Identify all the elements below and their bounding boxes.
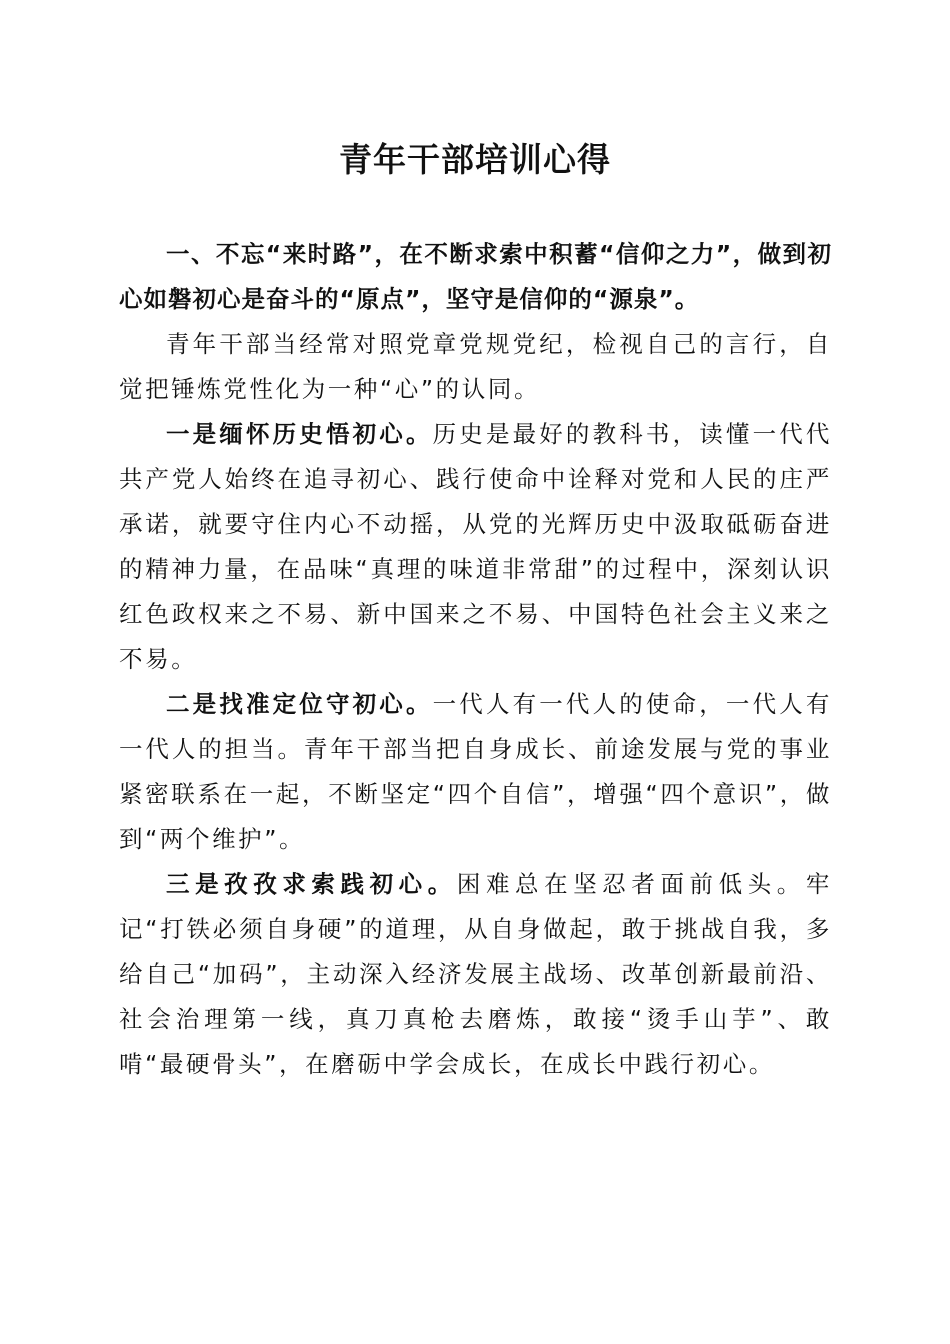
point-two-text: 一代人有一代人的使命，一代人有一代人的担当。青年干部当把自身成长、前途发展与党的事业紧密联系在一起，不断坚定“四个自信”，增强“四个意识”，做到“两个维护”。 — [119, 690, 832, 853]
point-one — [119, 412, 832, 682]
point-three-lead: 三是孜孜求索践初心。 — [166, 870, 457, 898]
point-three — [119, 862, 832, 1087]
point-one-text: 历史是最好的教科书，读懂一代代共产党人始终在追寻初心、践行使命中诠释对党和人民的庄严承诺，就要守住内心不动摇，从党的光辉历史中汲取砥砺奋进的精神力量，在品味“真理的味道非常甜”的过程中，深刻认识红色政权来之不易、新中国来之不易、中国特色社会主义来之不易。 — [119, 420, 832, 673]
point-three-text: 困难总在坚忍者面前低头。牢记“打铁必须自身硬”的道理，从自身做起，敢于挑战自我，多给自己“加码”，主动深入经济发展主战场、改革创新最前沿、社会治理第一线，真刀真枪去磨炼，敢接“烫手山芋”、敢啃“最硬骨头”，在磨砺中学会成长，在成长中践行初心。 — [119, 870, 832, 1078]
point-two — [119, 682, 832, 862]
point-two-lead: 二是找准定位守初心。 — [166, 690, 433, 718]
document-body — [119, 232, 832, 1087]
point-one-lead: 一是缅怀历史悟初心。 — [166, 420, 433, 448]
section-intro: 青年干部当经常对照党章党规党纪，检视自己的言行，自觉把锤炼党性化为一种“心”的认同。 — [119, 330, 832, 403]
document-title: 青年干部培训心得 — [339, 140, 611, 179]
section-heading: 一、不忘“来时路”，在不断求索中积蓄“信仰之力”，做到初心如磐初心是奋斗的“原点”，坚守是信仰的“源泉”。 — [119, 240, 832, 313]
